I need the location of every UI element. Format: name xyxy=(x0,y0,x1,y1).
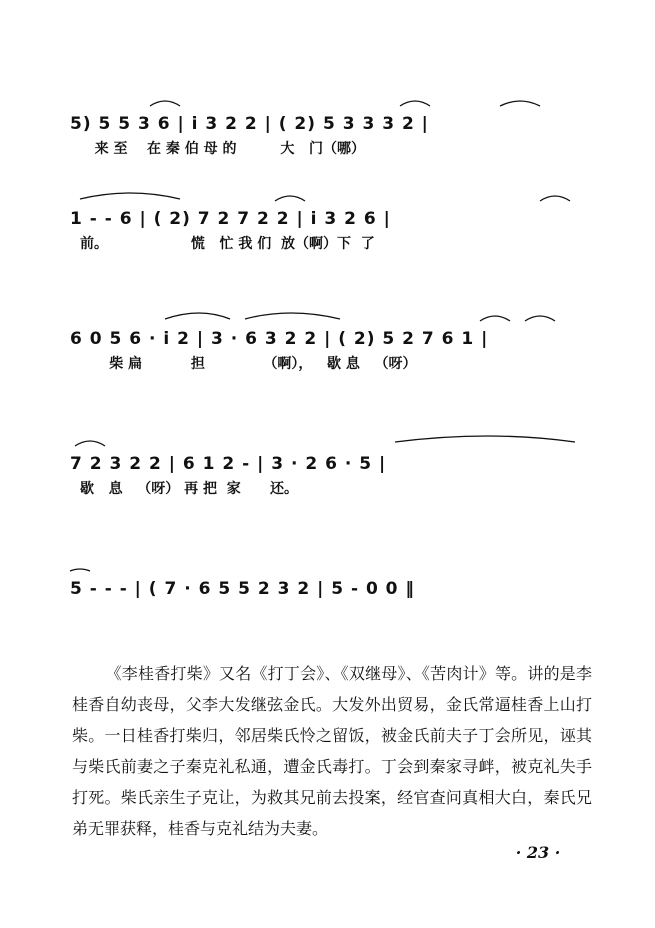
lyrics: 来 至 在 秦 伯 母 的 大 门（哪） xyxy=(80,141,365,157)
synopsis-paragraph xyxy=(72,658,592,844)
jianpu-notes: 6 0 5 6 · i 2 | 3 · 6 3 2 2 | ( 2) 5 2 7 6 1 | xyxy=(70,329,489,349)
page-number: · 23 · xyxy=(515,843,561,862)
jianpu-notes: 7 2 3 2 2 | 6 1 2 - | 3 · 2 6 · 5 | xyxy=(70,454,387,474)
jianpu-notes: 5 - - - | ( 7 · 6 5 5 2 3 2 | 5 - 0 0 ‖ xyxy=(70,579,415,599)
lyrics: 歇 息 （呀） 再 把 家 还。 xyxy=(80,481,298,497)
lyrics: 前。 慌 忙 我 们 放（啊）下 了 xyxy=(80,236,375,252)
lyrics xyxy=(80,603,585,625)
jianpu-notes: 1 - - 6 | ( 2) 7 2 7 2 2 | i 3 2 6 | xyxy=(70,209,391,229)
synopsis-text: 《李桂香打柴》又名《打丁会》、《双继母》、《苦肉计》等。讲的是李桂香自幼丧母，父李大发继弦金氏。大发外出贸易，金氏常逼桂香上山打柴。一日桂香打柴归，邻居柴氏怜之留饭，被金氏前夫子丁会所见，诬其与柴氏前妻之子秦克礼私通，遭金氏毒打。丁会到秦家寻衅，被克礼失手打死。柴氏亲生子克让，为救其兄前去投案，经官查问真相大白，秦氏兄弟无罪获释，桂香与克礼结为夫妻。 xyxy=(72,664,592,838)
lyrics: 柴 扁 担 （啊）， 歇 息 （呀） xyxy=(80,356,417,372)
jianpu-notes: 5) 5 5 3 6 | i 3 2 2 | ( 2) 5 3 3 3 2 | xyxy=(70,114,429,134)
